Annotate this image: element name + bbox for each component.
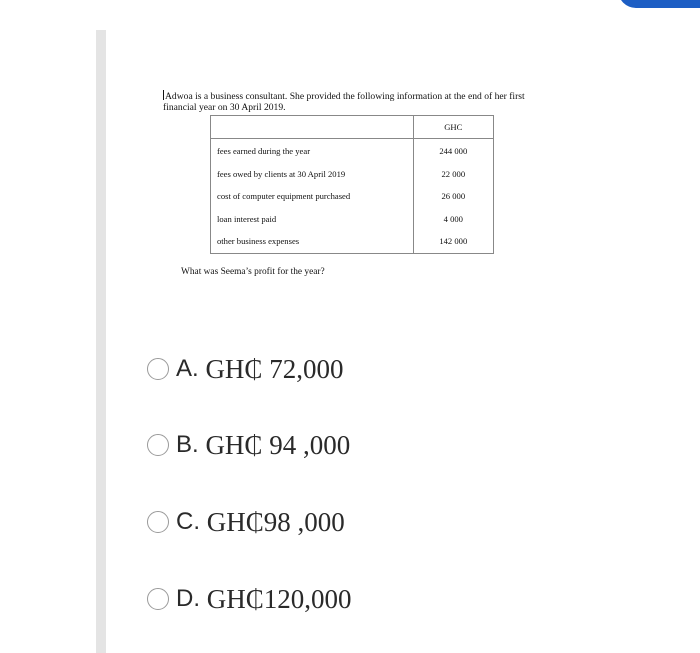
option-b-text: GH₵ 94 ,000 [198,429,351,460]
table-row-amount: 142 000 [439,236,468,246]
option-a-letter: A. [176,355,199,382]
option-c-letter: C. [176,508,200,535]
table-items-cell [211,139,414,254]
radio-button-d[interactable] [147,588,169,610]
financial-table [210,115,494,254]
corner-tab [618,0,700,8]
table-row-amount: 244 000 [439,146,468,156]
radio-button-c[interactable] [147,511,169,533]
option-a-text: GH₵ 72,000 [198,353,344,384]
option-d[interactable] [147,584,352,614]
text-cursor [163,90,164,100]
intro-line-1: Adwoa is a business consultant. She provided the following information at the end of her first [165,91,525,102]
table-row-item: loan interest paid [217,213,277,224]
option-d-letter: D. [176,585,200,612]
table-row-amount: 4 000 [443,213,463,224]
table-row-amount: 26 000 [441,191,466,201]
question-intro [163,90,593,113]
radio-button-a[interactable] [147,358,169,380]
option-d-text: GH₵120,000 [200,583,352,614]
table-row-amount: 22 000 [441,168,466,179]
table-header-currency: GHC [413,116,493,139]
option-c-text: GH₵98 ,000 [200,506,345,537]
option-a[interactable] [147,354,343,384]
table-row-item: fees owed by clients at 30 April 2019 [217,168,346,179]
intro-line-2: financial year on 30 April 2019. [163,102,286,113]
table-amounts-cell [413,139,493,254]
table-row-item: other business expenses [217,236,300,246]
option-b[interactable] [147,430,350,460]
option-b-letter: B. [176,431,199,458]
option-c[interactable] [147,507,345,537]
question-text: What was Seema’s profit for the year? [181,267,325,277]
table-header-blank [211,116,414,139]
table-row-item: cost of computer equipment purchased [217,191,351,201]
table-row-item: fees earned during the year [217,146,311,156]
radio-button-b[interactable] [147,434,169,456]
left-margin-bar [96,30,106,653]
